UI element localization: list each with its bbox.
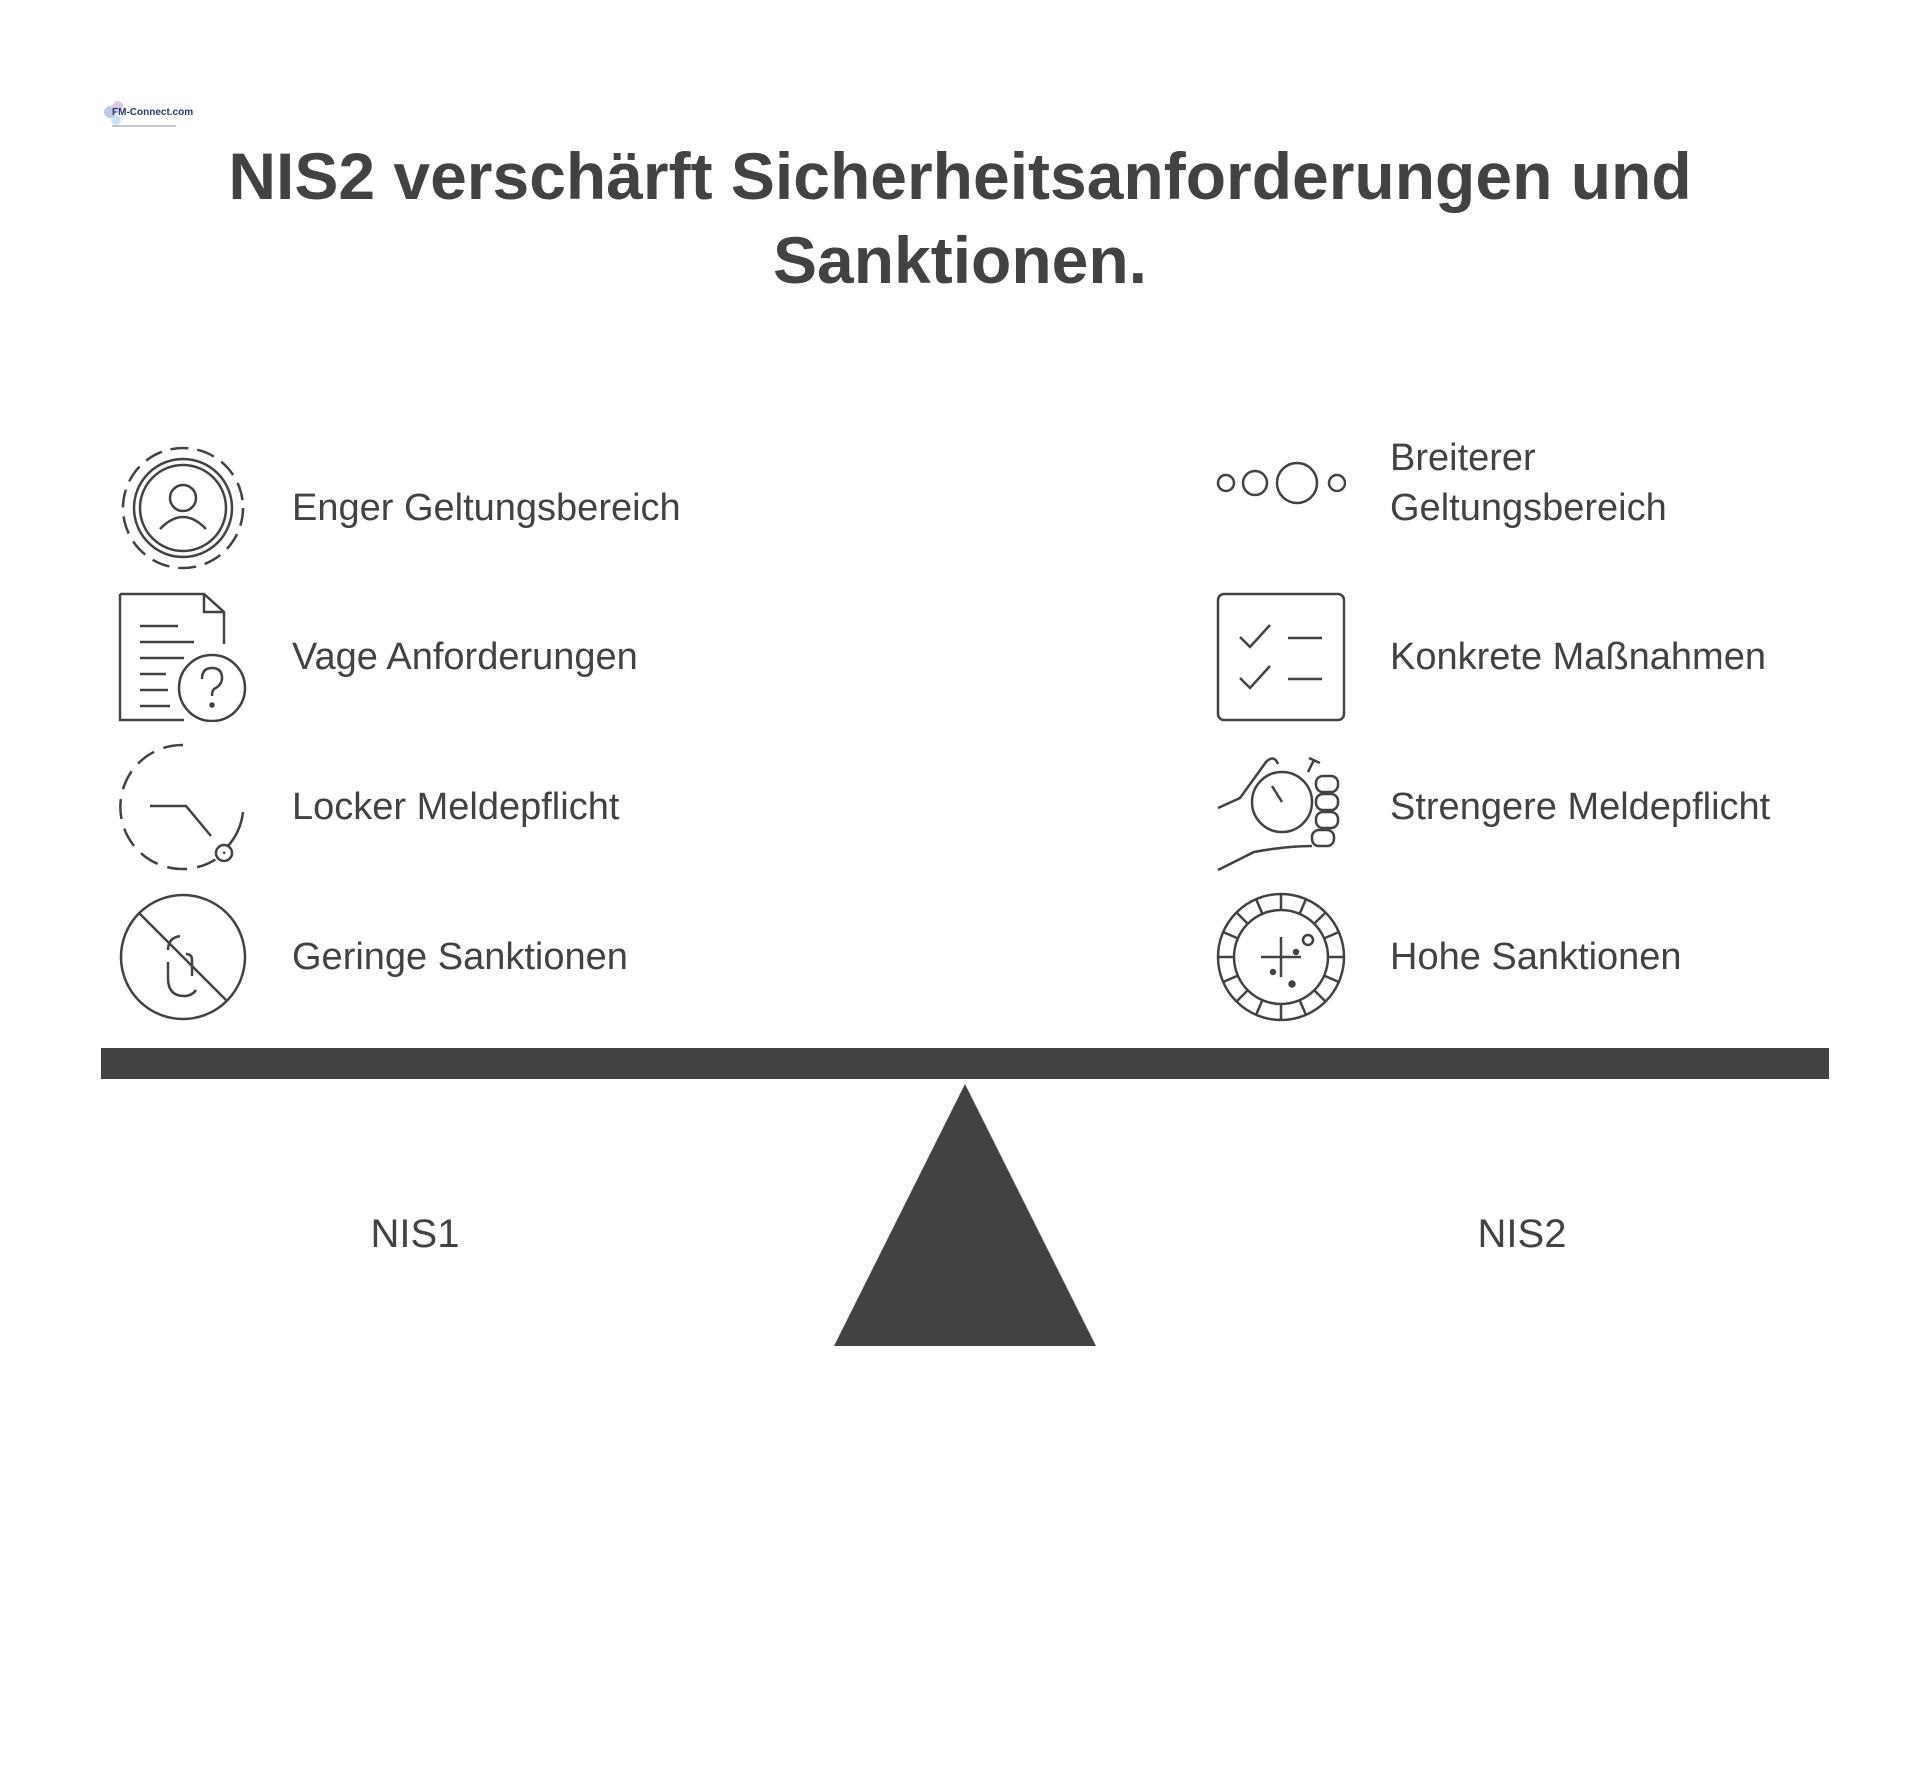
fm-connect-logo — [100, 98, 194, 134]
document-question-icon — [118, 592, 248, 722]
nis2-label: NIS2 — [1477, 1212, 1567, 1256]
hand-stopwatch-icon — [1216, 742, 1346, 872]
left-item-reporting — [118, 742, 619, 872]
page-title: NIS2 verschärft Sicherheitsanforderungen und Sanktionen. — [228, 139, 1692, 297]
person-target-icon — [118, 443, 248, 573]
right-item-label: Konkrete Maßnahmen — [1390, 636, 1766, 678]
target-dial-icon — [1216, 892, 1346, 1022]
left-item-label: Geringe Sanktionen — [292, 936, 628, 978]
right-item-label: Strengere Meldepflicht — [1390, 786, 1771, 828]
left-item-label: Locker Meldepflicht — [292, 786, 620, 828]
seesaw-beam — [101, 1048, 1829, 1079]
seesaw-fulcrum — [834, 1084, 1096, 1346]
left-item-label: Vage Anforderungen — [292, 636, 638, 678]
left-item-scope — [118, 443, 681, 573]
no-fingerprint-icon — [118, 892, 248, 1022]
dashed-timer-icon — [118, 742, 248, 872]
logo-text: FM-Connect.com — [112, 107, 194, 118]
left-item-sanctions — [118, 892, 628, 1022]
left-item-label: Enger Geltungsbereich — [292, 487, 681, 529]
right-item-scope — [1216, 418, 1720, 548]
right-item-sanctions — [1216, 892, 1682, 1022]
right-item-reporting — [1216, 742, 1770, 872]
right-item-measures — [1216, 592, 1766, 722]
checklist-icon — [1216, 592, 1346, 722]
left-item-requirements — [118, 592, 638, 722]
right-item-label: Hohe Sanktionen — [1390, 936, 1682, 978]
nis1-label: NIS1 — [370, 1212, 460, 1256]
right-item-label: Breiterer Geltungsbereich — [1390, 437, 1667, 529]
expanding-circles-icon — [1216, 418, 1346, 548]
